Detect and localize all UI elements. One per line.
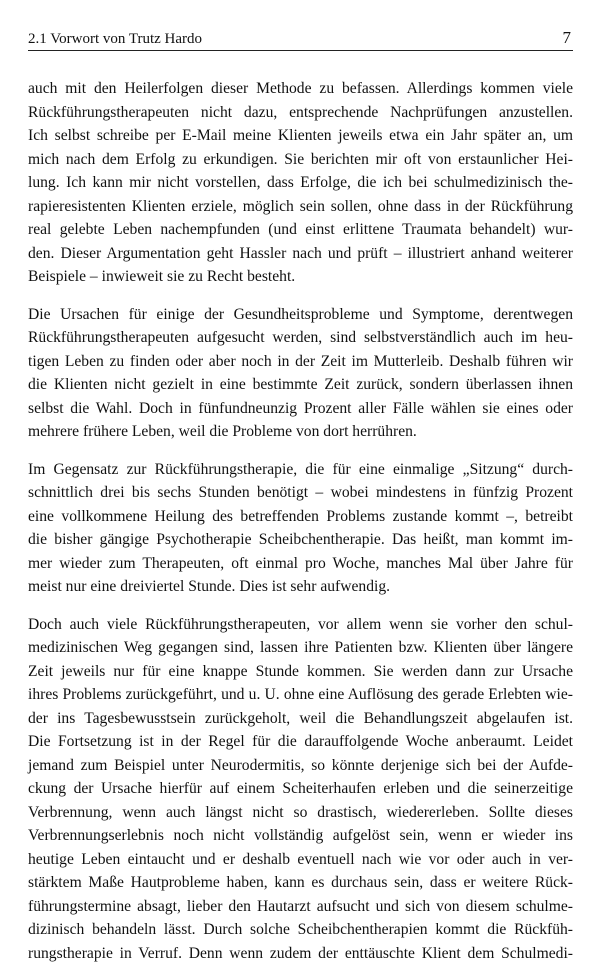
- text-line: führungstermine absagt, lieber den Hautarzt aufsucht und sich von diesem schulme-: [28, 897, 573, 915]
- text-line: rapieresistenten Klienten erziele, möglich sein sollen, ohne dass in der Rückführung: [28, 197, 573, 215]
- text-line: die bisher gängige Psychotherapie Scheibchentherapie. Das heißt, man kommt im-: [28, 531, 573, 548]
- text-line: Rückführungstherapeuten nicht dazu, entsprechende Nachprüfungen anzustellen.: [28, 103, 573, 121]
- text-line: Verbrennung, wenn auch längst nicht so drastisch, wiedererleben. Sollte dieses: [28, 803, 573, 821]
- text-line: Zeit jeweils nur für eine knappe Stunde kommen. Sie werden dann zur Ursache: [28, 662, 573, 680]
- text-line: ihres Problems zurückgeführt, und u. U. ohne eine Auflösung des gerade Erlebten wie-: [28, 686, 573, 703]
- text-line: mehrere frühere Leben, weil die Probleme von dort herrühren.: [28, 423, 417, 440]
- text-line: real gelebte Leben nachempfunden (und einst erlittene Traumata behandelt) wur-: [28, 221, 573, 238]
- text-line: schnittlich drei bis sechs Stunden benötigt – wobei mindestens in fünfzig Prozent: [28, 484, 573, 501]
- text-line: Im Gegensatz zur Rückführungstherapie, die für eine einmalige „Sitzung“ durch-: [28, 460, 573, 478]
- text-line: stärktem Maße Hautprobleme haben, kann es durchaus sein, dass er weitere Rück-: [28, 874, 573, 891]
- running-title: 2.1 Vorwort von Trutz Hardo: [28, 31, 203, 47]
- text-line: Beispiele – inwieweit sie zu Recht besteht.: [28, 268, 296, 285]
- text-line: mer wieder zum Therapeuten, oft einmal pro Woche, manches Mal über Jahre für: [28, 554, 573, 572]
- page-number: 7: [562, 28, 571, 47]
- paragraph: [28, 613, 573, 966]
- text-line: Die Fortsetzung ist in der Regel für die darauffolgende Woche anberaumt. Leidet: [28, 733, 573, 750]
- text-line: der ins Tagesbewusstsein zurückgeholt, weil die Behandlungszeit abgelaufen ist.: [28, 709, 573, 727]
- text-line: den. Dieser Argumentation geht Hassler nach und prüft – illustriert anhand weiterer: [28, 244, 573, 262]
- paragraph: [28, 303, 573, 444]
- text-line: meist nur eine dreiviertel Stunde. Dies ist sehr aufwendig.: [28, 578, 391, 595]
- text-line: die Klienten nicht gezielt in eine bestimmte Zeit zurück, sondern überlassen ihnen: [28, 376, 573, 393]
- text-line: medizinischen Weg gegangen sind, lassen ihre Patienten bzw. Klienten über längere: [28, 639, 573, 656]
- text-line: auch mit den Heilerfolgen dieser Methode zu befassen. Allerdings kommen viele: [28, 80, 573, 97]
- body-text: [28, 77, 573, 979]
- text-line: selbst die Wahl. Doch in fünfundneunzig Prozent aller Fälle wählen sie eines oder: [28, 399, 573, 417]
- text-line: eine vollkommene Heilung des betreffenden Problems zustande kommt –, betreibt: [28, 507, 573, 525]
- text-line: Die Ursachen für einige der Gesundheitsprobleme und Symptome, derentwegen: [28, 305, 573, 323]
- text-line: dizinisch behandeln lässt. Durch solche Scheibchentherapien kommt die Rückfüh-: [28, 921, 573, 938]
- text-line: ckung der Ursache hierfür auf einem Scheiterhaufen erleben und die seinerzeitige: [28, 780, 573, 797]
- text-line: jemand zum Beispiel unter Neurodermitis, so könnte derjenige sich bei der Aufde-: [28, 756, 573, 774]
- text-line: rungstherapie in Verruf. Denn wenn zudem der enttäuschte Klient dem Schulmedi-: [28, 944, 573, 962]
- text-line: Verbrennungserlebnis noch nicht vollständig aufgelöst sein, wenn er wieder ins: [28, 827, 573, 844]
- text-line: Rückführungstherapeuten aufgesucht werden, sind selbstverständlich auch im heu-: [28, 329, 573, 346]
- text-line: mich nach dem Erfolg zu erkundigen. Sie berichten mir oft von erstaunlicher Hei-: [28, 150, 573, 168]
- text-line: Ich selbst schreibe per E-Mail meine Klienten jeweils etwa ein Jahr später an, um: [28, 127, 573, 144]
- text-line: lung. Ich kann mir nicht vorstellen, dass Erfolge, die ich bei schulmedizinisch the-: [28, 174, 573, 191]
- text-line: Doch auch viele Rückführungstherapeuten, vor allem wenn sie vorher den schul-: [28, 615, 573, 633]
- running-header: [28, 28, 573, 51]
- paragraph: [28, 77, 573, 289]
- paragraph: [28, 458, 573, 599]
- text-line: tigen Leben zu finden oder aber noch in der Zeit im Mutterleib. Deshalb führen wir: [28, 352, 573, 370]
- text-line: heutige Leben eintaucht und er deshalb eventuell nach wie vor oder auch in ver-: [28, 850, 573, 868]
